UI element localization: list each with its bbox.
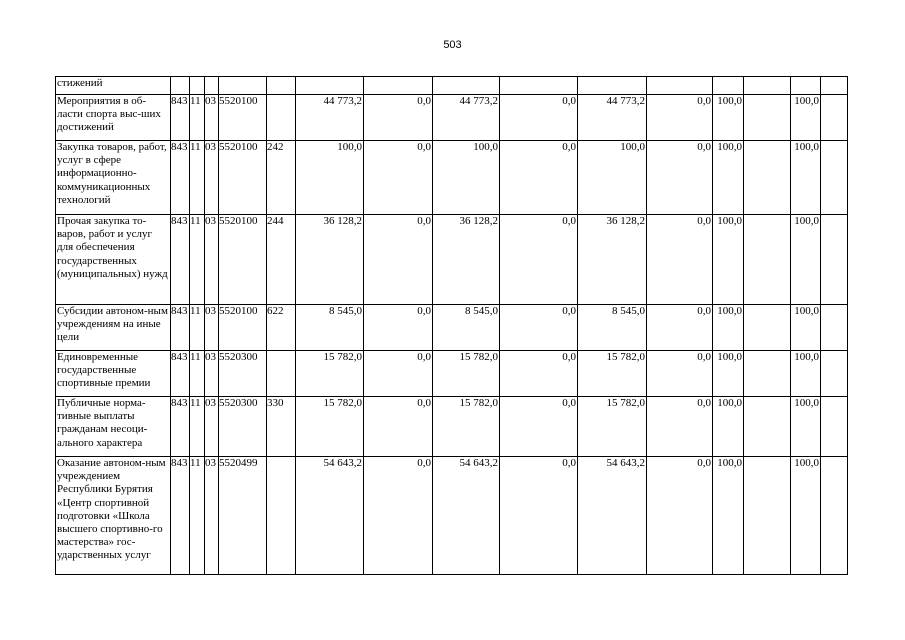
row-value-6 bbox=[647, 77, 713, 95]
row-value-8 bbox=[744, 457, 791, 575]
row-value-9: 100,0 bbox=[791, 95, 821, 141]
row-value-8 bbox=[744, 305, 791, 351]
row-empty-cell bbox=[821, 397, 848, 457]
row-value-1: 8 545,0 bbox=[296, 305, 364, 351]
row-value-4 bbox=[500, 77, 578, 95]
row-value-4: 0,0 bbox=[500, 215, 578, 305]
row-value-3: 15 782,0 bbox=[433, 351, 500, 397]
row-value-5: 44 773,2 bbox=[578, 95, 647, 141]
row-value-8 bbox=[744, 215, 791, 305]
row-value-3 bbox=[433, 77, 500, 95]
row-code-subsection: 03 bbox=[205, 215, 219, 305]
row-code-section: 11 bbox=[190, 351, 205, 397]
row-code-section: 11 bbox=[190, 141, 205, 215]
row-value-8 bbox=[744, 77, 791, 95]
row-value-9: 100,0 bbox=[791, 397, 821, 457]
row-code-subsection: 03 bbox=[205, 351, 219, 397]
row-value-7: 100,0 bbox=[713, 215, 744, 305]
row-value-6: 0,0 bbox=[647, 305, 713, 351]
row-code-admin: 843 bbox=[171, 305, 190, 351]
row-empty-cell bbox=[821, 305, 848, 351]
row-value-7: 100,0 bbox=[713, 95, 744, 141]
row-code-expense-type bbox=[267, 457, 296, 575]
row-value-7: 100,0 bbox=[713, 351, 744, 397]
row-code-expense-type: 330 bbox=[267, 397, 296, 457]
row-code-target: 5520499 bbox=[219, 457, 267, 575]
row-code-target: 5520100 bbox=[219, 305, 267, 351]
row-value-7: 100,0 bbox=[713, 141, 744, 215]
row-code-section: 11 bbox=[190, 305, 205, 351]
row-code-admin: 843 bbox=[171, 141, 190, 215]
row-empty-cell bbox=[821, 95, 848, 141]
row-value-5: 36 128,2 bbox=[578, 215, 647, 305]
table-row bbox=[56, 77, 848, 95]
row-code-expense-type: 622 bbox=[267, 305, 296, 351]
row-value-3: 15 782,0 bbox=[433, 397, 500, 457]
row-value-6: 0,0 bbox=[647, 141, 713, 215]
row-value-7 bbox=[713, 77, 744, 95]
row-value-4: 0,0 bbox=[500, 95, 578, 141]
row-empty-cell bbox=[821, 141, 848, 215]
row-value-4: 0,0 bbox=[500, 351, 578, 397]
row-value-9: 100,0 bbox=[791, 215, 821, 305]
row-code-subsection: 03 bbox=[205, 305, 219, 351]
row-value-8 bbox=[744, 397, 791, 457]
row-value-5: 54 643,2 bbox=[578, 457, 647, 575]
row-name: стижений bbox=[56, 77, 171, 95]
row-value-5: 100,0 bbox=[578, 141, 647, 215]
row-value-9: 100,0 bbox=[791, 457, 821, 575]
row-name: Прочая закупка то-варов, работ и услуг для обеспечения государственных (муниципальных) нужд bbox=[56, 215, 171, 305]
row-code-subsection: 03 bbox=[205, 457, 219, 575]
table-row bbox=[56, 397, 848, 457]
row-name: Оказание автоном-ным учреждением Республики Бурятия «Центр спортивной подготовки «Школа высшего спортивно-го мастерства» гос-ударственных услуг bbox=[56, 457, 171, 575]
row-empty-cell bbox=[821, 457, 848, 575]
row-value-1: 36 128,2 bbox=[296, 215, 364, 305]
row-value-8 bbox=[744, 351, 791, 397]
row-code-admin: 843 bbox=[171, 397, 190, 457]
row-value-4: 0,0 bbox=[500, 397, 578, 457]
row-code-subsection: 03 bbox=[205, 397, 219, 457]
row-code-target: 5520100 bbox=[219, 215, 267, 305]
table-row bbox=[56, 351, 848, 397]
row-code-expense-type: 242 bbox=[267, 141, 296, 215]
row-value-2: 0,0 bbox=[364, 397, 433, 457]
row-value-9: 100,0 bbox=[791, 351, 821, 397]
row-value-8 bbox=[744, 141, 791, 215]
row-value-1: 15 782,0 bbox=[296, 397, 364, 457]
row-value-2: 0,0 bbox=[364, 215, 433, 305]
row-value-3: 8 545,0 bbox=[433, 305, 500, 351]
row-code-section: 11 bbox=[190, 457, 205, 575]
row-value-2: 0,0 bbox=[364, 141, 433, 215]
table-row bbox=[56, 141, 848, 215]
row-value-3: 100,0 bbox=[433, 141, 500, 215]
row-code-admin: 843 bbox=[171, 95, 190, 141]
row-name: Субсидии автоном-ным учреждениям на иные цели bbox=[56, 305, 171, 351]
row-code-target: 5520100 bbox=[219, 141, 267, 215]
row-value-4: 0,0 bbox=[500, 141, 578, 215]
row-value-6: 0,0 bbox=[647, 457, 713, 575]
row-value-7: 100,0 bbox=[713, 457, 744, 575]
page-number: 503 bbox=[443, 39, 462, 51]
row-empty-cell bbox=[821, 215, 848, 305]
row-empty-cell bbox=[821, 351, 848, 397]
row-code-subsection: 03 bbox=[205, 95, 219, 141]
row-value-8 bbox=[744, 95, 791, 141]
row-code-target bbox=[219, 77, 267, 95]
row-code-section: 11 bbox=[190, 397, 205, 457]
row-value-2: 0,0 bbox=[364, 457, 433, 575]
row-value-6: 0,0 bbox=[647, 95, 713, 141]
row-value-7: 100,0 bbox=[713, 305, 744, 351]
row-value-2: 0,0 bbox=[364, 95, 433, 141]
row-name: Публичные норма-тивные выплаты гражданам несоци-ального характера bbox=[56, 397, 171, 457]
row-name: Мероприятия в об-ласти спорта выс-ших достижений bbox=[56, 95, 171, 141]
table-row bbox=[56, 215, 848, 305]
row-value-5: 15 782,0 bbox=[578, 397, 647, 457]
table-row bbox=[56, 95, 848, 141]
row-code-expense-type bbox=[267, 77, 296, 95]
table-row bbox=[56, 305, 848, 351]
row-value-1: 100,0 bbox=[296, 141, 364, 215]
row-value-6: 0,0 bbox=[647, 215, 713, 305]
row-code-section bbox=[190, 77, 205, 95]
row-value-7: 100,0 bbox=[713, 397, 744, 457]
row-value-6: 0,0 bbox=[647, 397, 713, 457]
row-code-admin: 843 bbox=[171, 215, 190, 305]
row-value-3: 36 128,2 bbox=[433, 215, 500, 305]
row-name: Единовременные государственные спортивные премии bbox=[56, 351, 171, 397]
row-code-target: 5520100 bbox=[219, 95, 267, 141]
row-value-1: 15 782,0 bbox=[296, 351, 364, 397]
row-value-3: 54 643,2 bbox=[433, 457, 500, 575]
row-value-5: 15 782,0 bbox=[578, 351, 647, 397]
row-code-section: 11 bbox=[190, 95, 205, 141]
row-code-admin: 843 bbox=[171, 457, 190, 575]
row-value-9 bbox=[791, 77, 821, 95]
row-value-2 bbox=[364, 77, 433, 95]
row-code-expense-type bbox=[267, 95, 296, 141]
row-code-subsection: 03 bbox=[205, 141, 219, 215]
row-code-target: 5520300 bbox=[219, 351, 267, 397]
row-value-5: 8 545,0 bbox=[578, 305, 647, 351]
row-code-expense-type bbox=[267, 351, 296, 397]
row-code-section: 11 bbox=[190, 215, 205, 305]
row-value-2: 0,0 bbox=[364, 351, 433, 397]
row-code-admin: 843 bbox=[171, 351, 190, 397]
row-code-target: 5520300 bbox=[219, 397, 267, 457]
table-body bbox=[56, 77, 848, 575]
row-code-expense-type: 244 bbox=[267, 215, 296, 305]
row-value-4: 0,0 bbox=[500, 305, 578, 351]
row-name: Закупка товаров, работ, услуг в сфере информационно-коммуникационных технологий bbox=[56, 141, 171, 215]
row-empty-cell bbox=[821, 77, 848, 95]
row-value-9: 100,0 bbox=[791, 305, 821, 351]
row-value-1: 44 773,2 bbox=[296, 95, 364, 141]
row-code-admin bbox=[171, 77, 190, 95]
row-value-4: 0,0 bbox=[500, 457, 578, 575]
row-value-1 bbox=[296, 77, 364, 95]
row-code-subsection bbox=[205, 77, 219, 95]
row-value-2: 0,0 bbox=[364, 305, 433, 351]
row-value-9: 100,0 bbox=[791, 141, 821, 215]
row-value-3: 44 773,2 bbox=[433, 95, 500, 141]
row-value-1: 54 643,2 bbox=[296, 457, 364, 575]
table-row bbox=[56, 457, 848, 575]
row-value-6: 0,0 bbox=[647, 351, 713, 397]
budget-table bbox=[55, 76, 848, 575]
row-value-5 bbox=[578, 77, 647, 95]
